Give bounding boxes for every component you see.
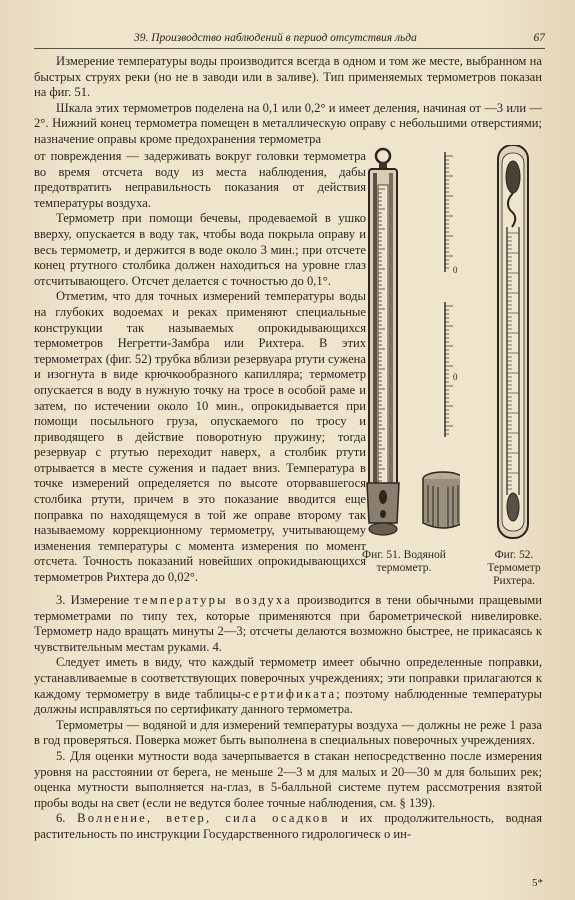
text-block-top	[34, 54, 542, 148]
figure-52-caption-line-1: Фиг. 52.	[494, 549, 534, 561]
scale-zero-label-upper: 0	[453, 265, 458, 275]
paragraph-frame-purpose: от повреждения — задерживать вокруг головки термометра во время отсчета воду из места наблюдения, дабы предотвратить неправильность показания от действия температуры воздуха.	[34, 149, 366, 210]
paragraph-air-temperature	[34, 593, 542, 655]
paragraph-waves-wind	[34, 811, 542, 842]
text-block-beside-figures	[34, 149, 366, 586]
item3-lead: 3. Измерение	[56, 593, 135, 607]
paragraph-verification: Термометры — водяной и для измерений температуры воздуха — должны не реже 1 раза в год проверяться. Поверка может быть выполнена в специальных поверочных учреждениях.	[34, 717, 542, 748]
figure-52-richter-thermometer	[484, 145, 544, 545]
paragraph-corrections	[34, 655, 542, 717]
paragraph-lowering-thermometer: Термометр при помощи бечевы, продеваемой в ушко вверху, опускается в воду так, чтобы вода покрыла оправу и весь термометр, и держится в воде около 3 мин.; при отсчете конец ртутного столбика должен находиться на уровне глаз отсчитывающего. Отсчет делается с точностью до 0,1°.	[34, 211, 366, 288]
paragraph-water-measurement: Измерение температуры воды производится всегда в одном и том же месте, выбранном на быстрых струях реки (но не в заводи или в заливе). Тип применяемых термометров показан на фиг. 51.	[34, 54, 542, 100]
figure-52-caption-line-3: Рихтера.	[493, 575, 535, 587]
item3-rest: производится в тени обычными пращевыми термометрами по типу тех, которые применяются при барометрической нивелировке. Термометр надо вращать минуты 2—3; отсчеты делаются возможно быстрее, не прикасаясь к чувствительным местам руками. 4.	[34, 593, 543, 654]
figure-51-caption	[350, 549, 458, 575]
item6-spaced-term: Волнение, ветер, сила осадков	[77, 811, 330, 826]
paragraph-thermometer-scale: Шкала этих термометров поделена на 0,1 или 0,2° и имеет деления, начиная от —3 или —2°. Нижний конец термометра помещен в металлическую оправу с небольшими отверстиями; назначение оправы кроме предохранения термометра	[34, 100, 542, 146]
correction-rest: ; поэтому наблюденные температуры должны исправляться по сертификату данного термометра.	[34, 686, 542, 717]
correction-spaced-term: сертификата	[245, 686, 337, 701]
item6-lead: 6.	[56, 811, 78, 826]
figure-51-caption-line-2: термометр.	[376, 562, 432, 574]
item3-spaced-term: температуры воздуха	[134, 593, 292, 607]
paragraph-turbidity: 5. Для оценки мутности вода зачерпывается в стакан непосредственно после измерения уровня на расстоянии от берега, не меньше 2—3 м для малых и 20—30 м для больших рек; оценка мутности выполняется на-глаз, в 5-балльной системе путем рассмотрения взятой пробы воды на свет (если не ведутся более точные наблюдения, см. § 139).	[34, 748, 542, 810]
running-header-title: 39. Производство наблюдений в период отсутствия льда	[134, 32, 417, 44]
text-block-bottom	[34, 593, 542, 843]
figure-51-caption-line-1: Фиг. 51. Водяной	[362, 549, 446, 561]
paragraph-reversing-thermometers: Отметим, что для точных измерений температуры воды на глубоких водоемах и реках применяют специальные конструкции так называемых опрокидывающихся термометров Негретти-Замбра или Рихтера. В этих термометрах (фиг. 52) трубка вблизи резервуара ртути сужена и изогнута в виде крючкообразного капилляра; термометр опускается в воду в нужную точку на тросе в особой раме и затем, по истечении около 10 мин., опрокидывается при помощи посыльного груза, опускаемого по тросу и приводящего в действие поворотную пружину; тогда резервуар с ртутью переходит наверх, а столбик ртути отрывается в месте сужения и падает вниз. Температура в точке измерений определяется по высоте оторвавшегося столбика ртути, причем в это показание вводится еще поправка по находящемуся в той же оправе второму так называемому коррекционному термометру, учитывающему изменения температуры с момента измерения по момент отсчета. Точность показаний новейших опрокидывающихся термометров Рихтера до 0,02°.	[34, 289, 366, 585]
page-number: 67	[533, 32, 545, 44]
correction-lead: Следует иметь в виду, что каждый термометр имеет обычно определенные поправки, устанавливаемые в соответствующих поверочных учреждениях; эти поправки прилагаются к каждому термометру в виде таблицы-	[34, 655, 542, 701]
running-header	[34, 30, 545, 49]
figure-52-scale-diagrams	[420, 152, 470, 442]
item6-rest: и их продолжительность, водная растительность по инструкции Государственного гидрологическ о ин-	[34, 811, 542, 841]
scale-zero-label-lower: 0	[453, 372, 458, 382]
signature-mark: 5*	[532, 877, 543, 889]
figure-52-caption	[480, 549, 548, 588]
figure-52-caption-line-2: Термометр	[487, 562, 541, 574]
